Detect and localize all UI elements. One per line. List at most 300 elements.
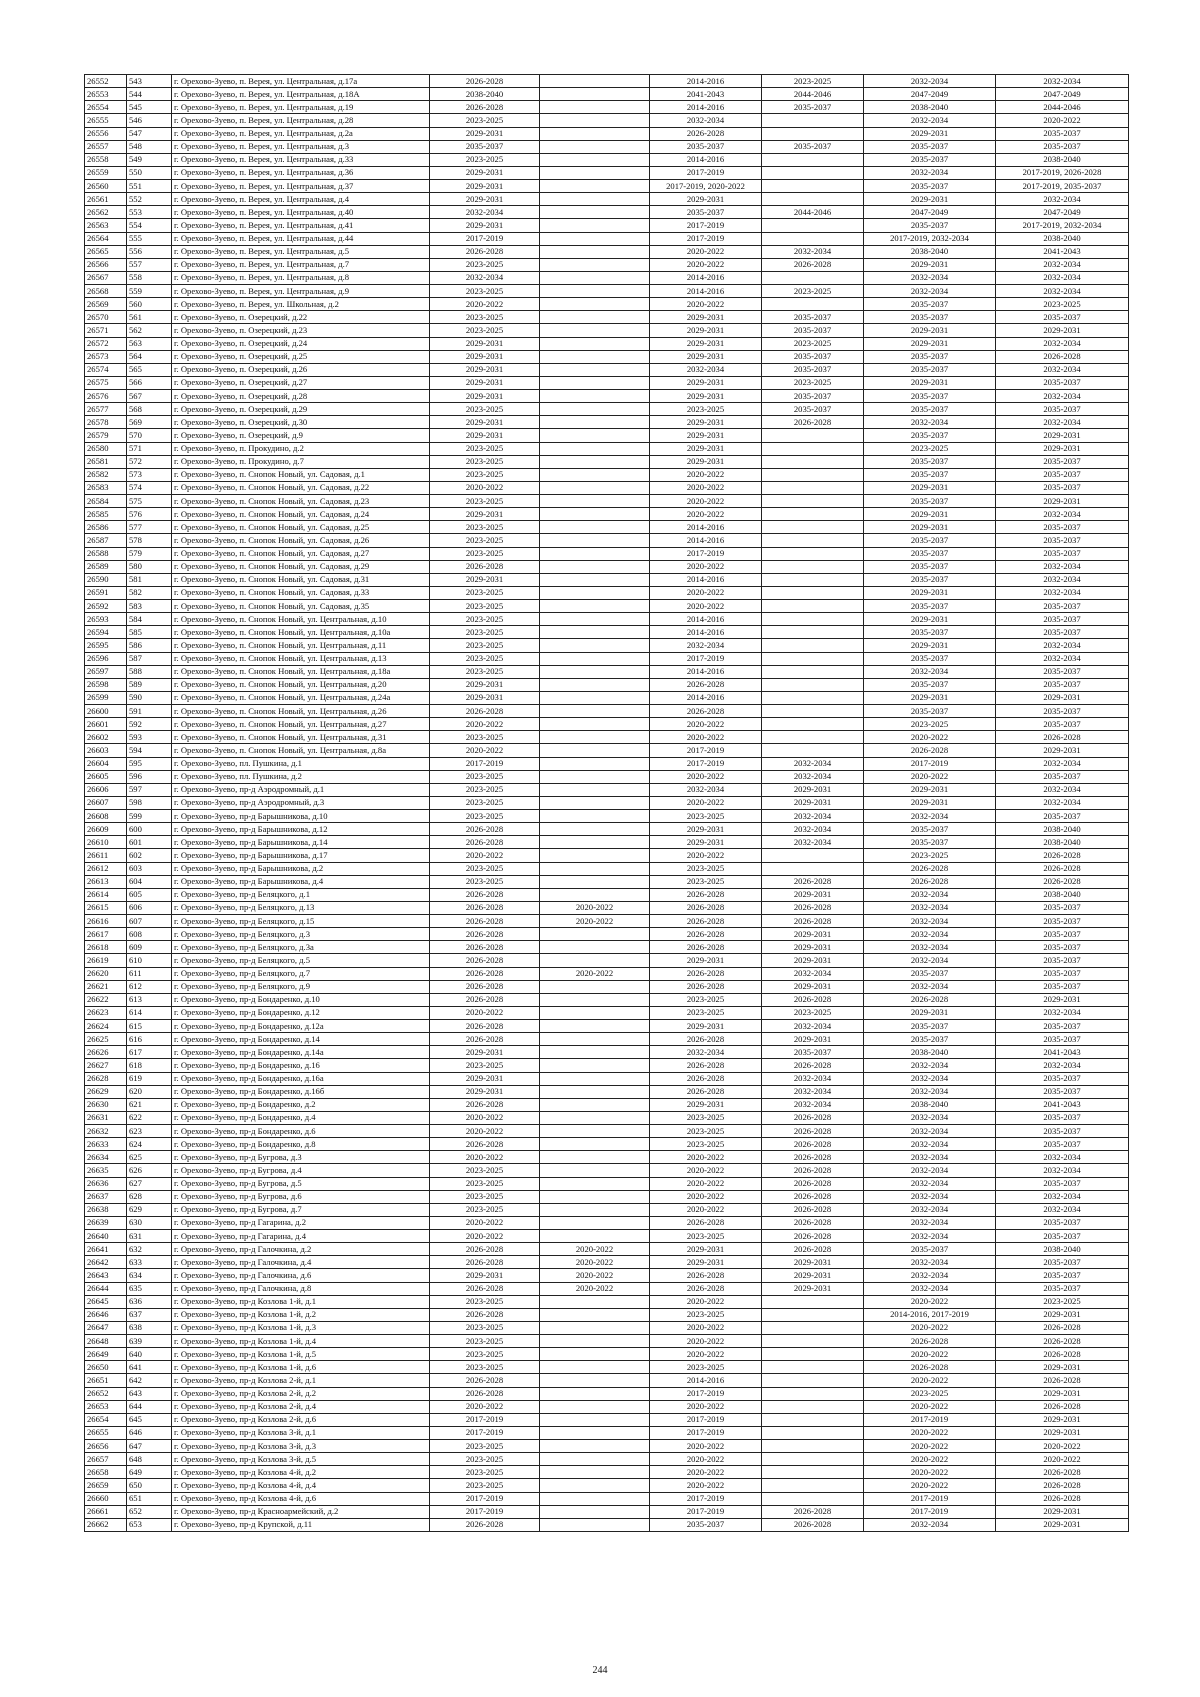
period-2-cell (540, 600, 650, 613)
record-id-cell: 26588 (85, 547, 127, 560)
table-row (85, 429, 1129, 442)
record-id-cell: 26619 (85, 954, 127, 967)
row-number-cell: 647 (127, 1440, 172, 1453)
row-number-cell: 610 (127, 954, 172, 967)
table-row (85, 1308, 1129, 1321)
period-6-cell: 2029-2031 (996, 1426, 1129, 1439)
address-cell: г. Орехово-Зуево, пр-д Бондаренко, д.2 (172, 1098, 430, 1111)
period-6-cell: 2029-2031 (996, 495, 1129, 508)
period-1-cell: 2026-2028 (430, 1308, 540, 1321)
period-6-cell: 2032-2034 (996, 1190, 1129, 1203)
period-2-cell (540, 1138, 650, 1151)
period-4-cell: 2035-2037 (762, 311, 864, 324)
period-5-cell: 2017-2019 (864, 757, 996, 770)
period-6-cell: 2026-2028 (996, 1479, 1129, 1492)
period-1-cell: 2026-2028 (430, 901, 540, 914)
period-3-cell: 2020-2022 (650, 245, 762, 258)
period-5-cell: 2017-2019 (864, 1505, 996, 1518)
record-id-cell: 26566 (85, 258, 127, 271)
period-5-cell: 2038-2040 (864, 1046, 996, 1059)
period-5-cell: 2029-2031 (864, 1006, 996, 1019)
period-2-cell (540, 823, 650, 836)
period-4-cell (762, 613, 864, 626)
period-1-cell: 2023-2025 (430, 468, 540, 481)
period-4-cell: 2026-2028 (762, 1190, 864, 1203)
period-3-cell: 2014-2016 (650, 573, 762, 586)
period-3-cell: 2035-2037 (650, 206, 762, 219)
period-5-cell: 2047-2049 (864, 206, 996, 219)
period-6-cell: 2032-2034 (996, 1151, 1129, 1164)
period-4-cell (762, 298, 864, 311)
address-cell: г. Орехово-Зуево, п. Снопок Новый, ул. Садовая, д.31 (172, 573, 430, 586)
period-3-cell: 2029-2031 (650, 324, 762, 337)
period-2-cell (540, 298, 650, 311)
row-number-cell: 652 (127, 1505, 172, 1518)
period-4-cell: 2023-2025 (762, 1006, 864, 1019)
period-4-cell: 2026-2028 (762, 901, 864, 914)
row-number-cell: 645 (127, 1413, 172, 1426)
period-3-cell: 2023-2025 (650, 1361, 762, 1374)
period-5-cell: 2032-2034 (864, 1269, 996, 1282)
row-number-cell: 554 (127, 219, 172, 232)
row-number-cell: 561 (127, 311, 172, 324)
period-1-cell: 2023-2025 (430, 1440, 540, 1453)
record-id-cell: 26593 (85, 613, 127, 626)
record-id-cell: 26597 (85, 665, 127, 678)
period-1-cell: 2026-2028 (430, 1256, 540, 1269)
period-6-cell: 2029-2031 (996, 691, 1129, 704)
period-4-cell: 2032-2034 (762, 823, 864, 836)
period-6-cell: 2026-2028 (996, 1400, 1129, 1413)
period-2-cell (540, 153, 650, 166)
period-6-cell: 2035-2037 (996, 980, 1129, 993)
period-1-cell: 2023-2025 (430, 626, 540, 639)
period-5-cell: 2035-2037 (864, 363, 996, 376)
period-2-cell (540, 1335, 650, 1348)
table-row (85, 1111, 1129, 1124)
period-2-cell (540, 363, 650, 376)
period-3-cell: 2029-2031 (650, 455, 762, 468)
period-3-cell: 2017-2019 (650, 166, 762, 179)
period-4-cell (762, 665, 864, 678)
period-3-cell: 2014-2016 (650, 285, 762, 298)
table-row (85, 941, 1129, 954)
record-id-cell: 26572 (85, 337, 127, 350)
period-2-cell (540, 1033, 650, 1046)
period-6-cell: 2035-2037 (996, 376, 1129, 389)
period-1-cell: 2026-2028 (430, 954, 540, 967)
period-6-cell: 2032-2034 (996, 757, 1129, 770)
row-number-cell: 601 (127, 836, 172, 849)
address-cell: г. Орехово-Зуево, пр-д Козлова 1-й, д.1 (172, 1295, 430, 1308)
row-number-cell: 547 (127, 127, 172, 140)
period-6-cell: 2035-2037 (996, 1216, 1129, 1229)
period-1-cell: 2017-2019 (430, 1426, 540, 1439)
address-cell: г. Орехово-Зуево, п. Снопок Новый, ул. Садовая, д.1 (172, 468, 430, 481)
period-2-cell (540, 271, 650, 284)
period-6-cell: 2020-2022 (996, 1440, 1129, 1453)
period-4-cell (762, 1321, 864, 1334)
period-5-cell: 2038-2040 (864, 1098, 996, 1111)
address-cell: г. Орехово-Зуево, пр-д Бондаренко, д.16 (172, 1059, 430, 1072)
period-5-cell: 2038-2040 (864, 101, 996, 114)
period-6-cell: 2029-2031 (996, 1361, 1129, 1374)
period-3-cell: 2029-2031 (650, 376, 762, 389)
period-1-cell: 2029-2031 (430, 127, 540, 140)
period-4-cell (762, 1479, 864, 1492)
period-2-cell: 2020-2022 (540, 1243, 650, 1256)
table-row (85, 560, 1129, 573)
table-row (85, 1138, 1129, 1151)
address-cell: г. Орехово-Зуево, п. Снопок Новый, ул. Садовая, д.25 (172, 521, 430, 534)
period-4-cell (762, 1335, 864, 1348)
table-row (85, 1164, 1129, 1177)
table-row (85, 258, 1129, 271)
period-4-cell (762, 508, 864, 521)
row-number-cell: 622 (127, 1111, 172, 1124)
period-1-cell: 2023-2025 (430, 770, 540, 783)
period-3-cell: 2020-2022 (650, 1190, 762, 1203)
row-number-cell: 611 (127, 967, 172, 980)
period-2-cell (540, 206, 650, 219)
record-id-cell: 26629 (85, 1085, 127, 1098)
period-5-cell: 2032-2034 (864, 941, 996, 954)
period-5-cell: 2020-2022 (864, 731, 996, 744)
period-3-cell: 2023-2025 (650, 862, 762, 875)
period-5-cell: 2047-2049 (864, 88, 996, 101)
period-2-cell (540, 862, 650, 875)
period-4-cell: 2035-2037 (762, 101, 864, 114)
row-number-cell: 625 (127, 1151, 172, 1164)
period-6-cell: 2038-2040 (996, 823, 1129, 836)
address-cell: г. Орехово-Зуево, пр-д Козлова 2-й, д.1 (172, 1374, 430, 1387)
row-number-cell: 580 (127, 560, 172, 573)
period-4-cell (762, 127, 864, 140)
period-3-cell: 2023-2025 (650, 1006, 762, 1019)
period-5-cell: 2032-2034 (864, 1518, 996, 1531)
period-6-cell: 2017-2019, 2035-2037 (996, 180, 1129, 193)
address-cell: г. Орехово-Зуево, пр-д Козлова 1-й, д.6 (172, 1361, 430, 1374)
row-number-cell: 602 (127, 849, 172, 862)
period-2-cell (540, 442, 650, 455)
period-2-cell (540, 350, 650, 363)
period-5-cell: 2035-2037 (864, 153, 996, 166)
period-2-cell (540, 1348, 650, 1361)
period-5-cell: 2029-2031 (864, 586, 996, 599)
period-3-cell: 2026-2028 (650, 1059, 762, 1072)
address-cell: г. Орехово-Зуево, п. Снопок Новый, ул. Садовая, д.22 (172, 481, 430, 494)
period-2-cell (540, 613, 650, 626)
period-4-cell (762, 1387, 864, 1400)
period-6-cell: 2035-2037 (996, 127, 1129, 140)
period-1-cell: 2023-2025 (430, 1479, 540, 1492)
table-row (85, 403, 1129, 416)
period-3-cell: 2020-2022 (650, 495, 762, 508)
record-id-cell: 26612 (85, 862, 127, 875)
period-2-cell (540, 1125, 650, 1138)
row-number-cell: 606 (127, 901, 172, 914)
schedule-table (84, 74, 1129, 1532)
record-id-cell: 26609 (85, 823, 127, 836)
record-id-cell: 26645 (85, 1295, 127, 1308)
table-row (85, 416, 1129, 429)
period-2-cell (540, 1203, 650, 1216)
period-4-cell: 2026-2028 (762, 416, 864, 429)
period-1-cell: 2023-2025 (430, 311, 540, 324)
row-number-cell: 548 (127, 140, 172, 153)
period-5-cell: 2020-2022 (864, 1466, 996, 1479)
period-4-cell: 2026-2028 (762, 1164, 864, 1177)
period-3-cell: 2026-2028 (650, 980, 762, 993)
table-row (85, 455, 1129, 468)
record-id-cell: 26567 (85, 271, 127, 284)
period-1-cell: 2026-2028 (430, 1098, 540, 1111)
period-4-cell (762, 1440, 864, 1453)
record-id-cell: 26656 (85, 1440, 127, 1453)
period-4-cell: 2032-2034 (762, 967, 864, 980)
address-cell: г. Орехово-Зуево, пр-д Беляцкого, д.1 (172, 888, 430, 901)
period-1-cell: 2023-2025 (430, 324, 540, 337)
period-6-cell: 2035-2037 (996, 770, 1129, 783)
period-3-cell: 2029-2031 (650, 442, 762, 455)
period-1-cell: 2023-2025 (430, 639, 540, 652)
address-cell: г. Орехово-Зуево, п. Верея, ул. Центральная, д.2а (172, 127, 430, 140)
period-2-cell (540, 1374, 650, 1387)
period-5-cell: 2029-2031 (864, 783, 996, 796)
row-number-cell: 626 (127, 1164, 172, 1177)
record-id-cell: 26620 (85, 967, 127, 980)
period-1-cell: 2026-2028 (430, 1387, 540, 1400)
table-row (85, 744, 1129, 757)
period-4-cell: 2035-2037 (762, 403, 864, 416)
table-row (85, 901, 1129, 914)
period-5-cell: 2035-2037 (864, 600, 996, 613)
period-4-cell (762, 1492, 864, 1505)
period-3-cell: 2020-2022 (650, 468, 762, 481)
record-id-cell: 26634 (85, 1151, 127, 1164)
period-3-cell: 2029-2031 (650, 836, 762, 849)
row-number-cell: 579 (127, 547, 172, 560)
period-2-cell (540, 639, 650, 652)
period-3-cell: 2035-2037 (650, 140, 762, 153)
period-4-cell: 2044-2046 (762, 206, 864, 219)
row-number-cell: 608 (127, 928, 172, 941)
record-id-cell: 26661 (85, 1505, 127, 1518)
period-5-cell: 2035-2037 (864, 495, 996, 508)
period-5-cell: 2032-2034 (864, 1059, 996, 1072)
period-6-cell: 2041-2043 (996, 1046, 1129, 1059)
address-cell: г. Орехово-Зуево, пр-д Бондаренко, д.12а (172, 1020, 430, 1033)
table-row (85, 324, 1129, 337)
period-5-cell: 2029-2031 (864, 691, 996, 704)
period-5-cell: 2035-2037 (864, 455, 996, 468)
period-3-cell: 2017-2019 (650, 652, 762, 665)
period-5-cell: 2035-2037 (864, 573, 996, 586)
period-3-cell: 2017-2019 (650, 1387, 762, 1400)
period-3-cell: 2023-2025 (650, 403, 762, 416)
period-3-cell: 2026-2028 (650, 1216, 762, 1229)
table-row (85, 810, 1129, 823)
table-row (85, 1190, 1129, 1203)
row-number-cell: 598 (127, 796, 172, 809)
period-5-cell: 2020-2022 (864, 1295, 996, 1308)
period-1-cell: 2026-2028 (430, 915, 540, 928)
address-cell: г. Орехово-Зуево, п. Озерецкий, д.30 (172, 416, 430, 429)
period-5-cell: 2035-2037 (864, 705, 996, 718)
period-4-cell: 2026-2028 (762, 1505, 864, 1518)
period-1-cell: 2026-2028 (430, 101, 540, 114)
address-cell: г. Орехово-Зуево, п. Прокудино, д.7 (172, 455, 430, 468)
period-5-cell: 2035-2037 (864, 298, 996, 311)
period-6-cell: 2029-2031 (996, 429, 1129, 442)
period-1-cell: 2026-2028 (430, 980, 540, 993)
period-1-cell: 2026-2028 (430, 928, 540, 941)
period-3-cell: 2023-2025 (650, 1111, 762, 1124)
row-number-cell: 634 (127, 1269, 172, 1282)
period-3-cell: 2029-2031 (650, 1098, 762, 1111)
period-1-cell: 2029-2031 (430, 350, 540, 363)
record-id-cell: 26646 (85, 1308, 127, 1321)
period-2-cell (540, 875, 650, 888)
record-id-cell: 26578 (85, 416, 127, 429)
row-number-cell: 609 (127, 941, 172, 954)
period-4-cell: 2032-2034 (762, 770, 864, 783)
table-row (85, 1479, 1129, 1492)
period-4-cell: 2026-2028 (762, 1518, 864, 1531)
period-1-cell: 2029-2031 (430, 390, 540, 403)
period-5-cell: 2038-2040 (864, 245, 996, 258)
period-1-cell: 2023-2025 (430, 1335, 540, 1348)
period-3-cell: 2020-2022 (650, 1440, 762, 1453)
period-3-cell: 2020-2022 (650, 586, 762, 599)
period-2-cell (540, 180, 650, 193)
period-6-cell: 2032-2034 (996, 573, 1129, 586)
period-3-cell: 2014-2016 (650, 75, 762, 88)
period-6-cell: 2035-2037 (996, 941, 1129, 954)
period-5-cell: 2020-2022 (864, 1453, 996, 1466)
record-id-cell: 26559 (85, 166, 127, 179)
table-row (85, 1335, 1129, 1348)
address-cell: г. Орехово-Зуево, пр-д Барышникова, д.10 (172, 810, 430, 823)
period-4-cell: 2026-2028 (762, 1230, 864, 1243)
record-id-cell: 26604 (85, 757, 127, 770)
period-4-cell (762, 560, 864, 573)
period-2-cell (540, 1400, 650, 1413)
row-number-cell: 619 (127, 1072, 172, 1085)
period-6-cell: 2029-2031 (996, 1387, 1129, 1400)
table-row (85, 1072, 1129, 1085)
period-5-cell: 2035-2037 (864, 560, 996, 573)
period-6-cell: 2032-2034 (996, 285, 1129, 298)
address-cell: г. Орехово-Зуево, пр-д Гагарина, д.2 (172, 1216, 430, 1229)
record-id-cell: 26628 (85, 1072, 127, 1085)
period-5-cell: 2023-2025 (864, 718, 996, 731)
address-cell: г. Орехово-Зуево, пр-д Беляцкого, д.3 (172, 928, 430, 941)
table-row (85, 495, 1129, 508)
period-2-cell (540, 573, 650, 586)
period-2-cell (540, 1387, 650, 1400)
period-3-cell: 2029-2031 (650, 390, 762, 403)
table-row (85, 586, 1129, 599)
period-5-cell: 2029-2031 (864, 521, 996, 534)
period-5-cell: 2035-2037 (864, 534, 996, 547)
period-3-cell: 2014-2016 (650, 1374, 762, 1387)
period-4-cell: 2032-2034 (762, 836, 864, 849)
period-5-cell: 2035-2037 (864, 390, 996, 403)
row-number-cell: 593 (127, 731, 172, 744)
record-id-cell: 26635 (85, 1164, 127, 1177)
period-4-cell: 2023-2025 (762, 285, 864, 298)
period-1-cell: 2029-2031 (430, 1269, 540, 1282)
period-2-cell (540, 1321, 650, 1334)
row-number-cell: 636 (127, 1295, 172, 1308)
row-number-cell: 569 (127, 416, 172, 429)
table-row (85, 1321, 1129, 1334)
period-6-cell: 2035-2037 (996, 521, 1129, 534)
period-3-cell: 2020-2022 (650, 731, 762, 744)
period-6-cell: 2035-2037 (996, 954, 1129, 967)
period-6-cell: 2035-2037 (996, 1033, 1129, 1046)
record-id-cell: 26641 (85, 1243, 127, 1256)
period-6-cell: 2035-2037 (996, 1269, 1129, 1282)
period-4-cell: 2023-2025 (762, 376, 864, 389)
period-6-cell: 2035-2037 (996, 678, 1129, 691)
period-4-cell (762, 180, 864, 193)
row-number-cell: 624 (127, 1138, 172, 1151)
row-number-cell: 614 (127, 1006, 172, 1019)
period-4-cell: 2026-2028 (762, 915, 864, 928)
period-3-cell: 2020-2022 (650, 560, 762, 573)
period-6-cell: 2032-2034 (996, 1164, 1129, 1177)
period-4-cell: 2026-2028 (762, 993, 864, 1006)
record-id-cell: 26617 (85, 928, 127, 941)
period-2-cell (540, 665, 650, 678)
address-cell: г. Орехово-Зуево, п. Озерецкий, д.23 (172, 324, 430, 337)
table-row (85, 1400, 1129, 1413)
period-6-cell: 2035-2037 (996, 1230, 1129, 1243)
record-id-cell: 26653 (85, 1400, 127, 1413)
row-number-cell: 600 (127, 823, 172, 836)
period-3-cell: 2023-2025 (650, 1308, 762, 1321)
period-6-cell: 2035-2037 (996, 901, 1129, 914)
period-5-cell: 2032-2034 (864, 1138, 996, 1151)
period-6-cell: 2026-2028 (996, 1466, 1129, 1479)
table-row (85, 639, 1129, 652)
period-5-cell: 2029-2031 (864, 127, 996, 140)
period-6-cell: 2035-2037 (996, 626, 1129, 639)
period-5-cell: 2029-2031 (864, 324, 996, 337)
table-row (85, 298, 1129, 311)
address-cell: г. Орехово-Зуево, пр-д Бондаренко, д.14 (172, 1033, 430, 1046)
period-4-cell (762, 744, 864, 757)
record-id-cell: 26577 (85, 403, 127, 416)
period-3-cell: 2020-2022 (650, 796, 762, 809)
row-number-cell: 552 (127, 193, 172, 206)
row-number-cell: 653 (127, 1518, 172, 1531)
period-5-cell: 2035-2037 (864, 652, 996, 665)
address-cell: г. Орехово-Зуево, пр-д Беляцкого, д.15 (172, 915, 430, 928)
address-cell: г. Орехово-Зуево, пр-д Барышникова, д.17 (172, 849, 430, 862)
period-2-cell (540, 429, 650, 442)
period-5-cell: 2029-2031 (864, 613, 996, 626)
period-4-cell (762, 573, 864, 586)
period-4-cell: 2023-2025 (762, 337, 864, 350)
address-cell: г. Орехово-Зуево, п. Снопок Новый, ул. Садовая, д.23 (172, 495, 430, 508)
period-2-cell (540, 836, 650, 849)
row-number-cell: 555 (127, 232, 172, 245)
record-id-cell: 26586 (85, 521, 127, 534)
address-cell: г. Орехово-Зуево, пр-д Козлова 3-й, д.1 (172, 1426, 430, 1439)
